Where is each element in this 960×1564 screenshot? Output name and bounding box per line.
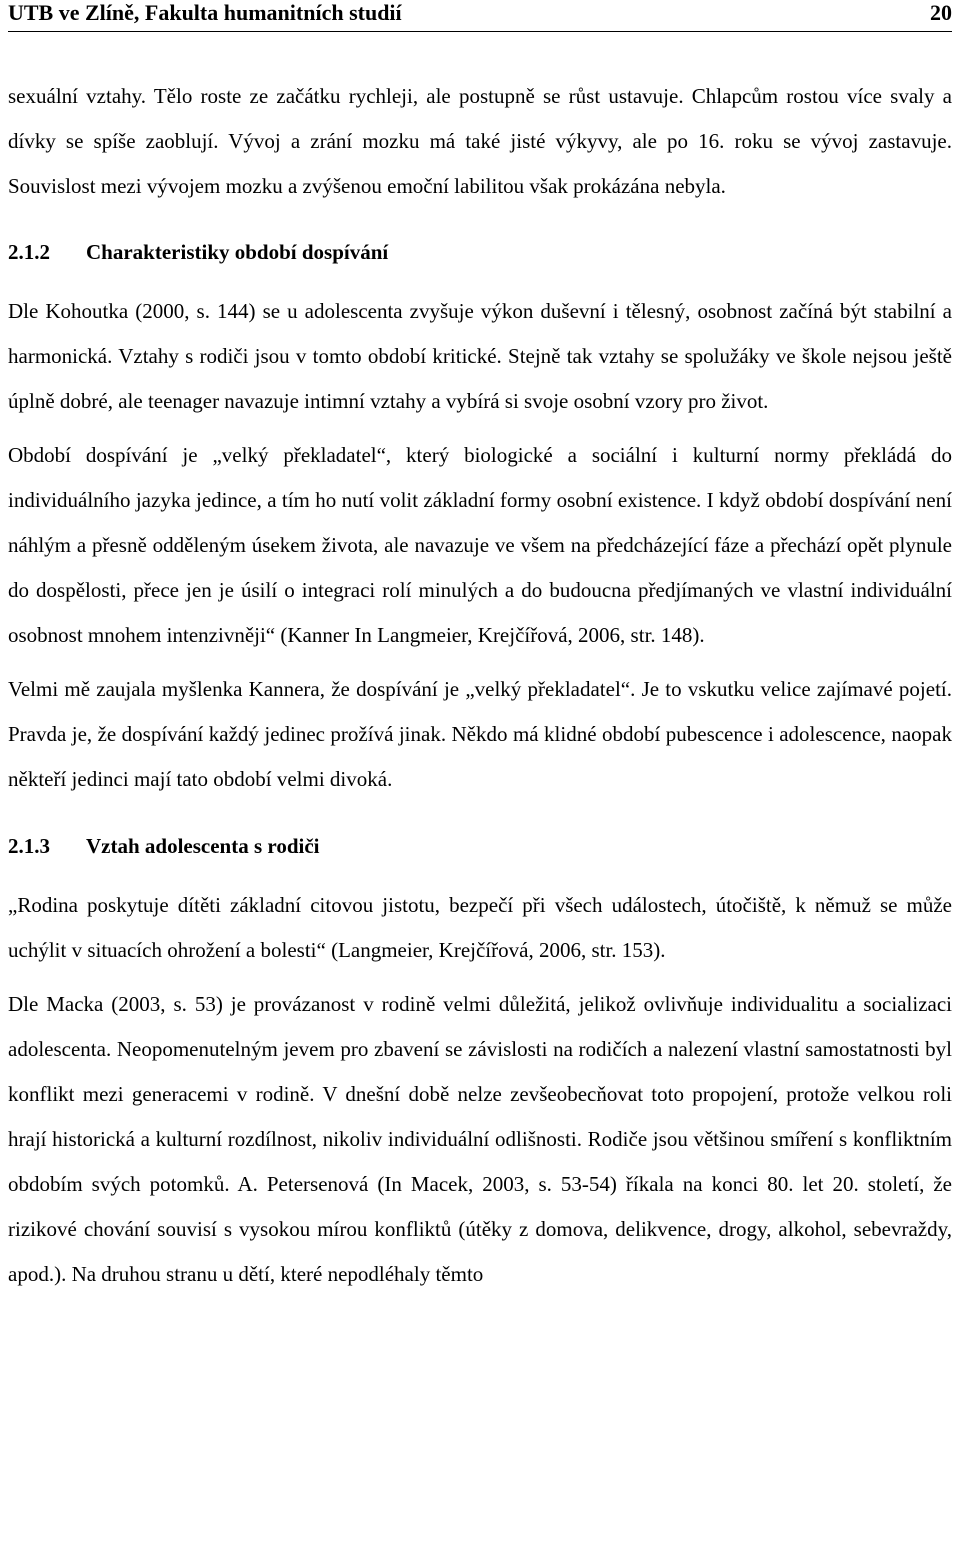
page-header: [8, 0, 952, 32]
paragraph-4: Velmi mě zaujala myšlenka Kannera, že dospívání je „velký překladatel“. Je to vskutku velice zajímavé pojetí. Pravda je, že dospívání každý jedinec prožívá jinak. Někdo má klidné období pubescence i adolescence, naopak někteří jedinci mají tato období velmi divoká.: [8, 677, 952, 791]
page-content: [8, 74, 952, 1297]
section-number: 2.1.2: [8, 240, 50, 264]
paragraph-1: sexuální vztahy. Tělo roste ze začátku rychleji, ale postupně se růst ustavuje. Chlapcům rostou více svaly a dívky se spíše zaoblují. Vývoj a zrání mozku má také jisté výkyvy, ale po 16. roku se vývoj zastavuje. Souvislost mezi vývojem mozku a zvýšenou emoční labilitou však prokázána nebyla.: [8, 84, 952, 198]
section-title: Vztah adolescenta s rodiči: [86, 834, 320, 858]
section-title: Charakteristiky období dospívání: [86, 240, 389, 264]
paragraph-2: Dle Kohoutka (2000, s. 144) se u adolescenta zvyšuje výkon duševní i tělesný, osobnost začíná být stabilní a harmonická. Vztahy s rodiči jsou v tomto období kritické. Stejně tak vztahy se spolužáky ve škole nejsou ještě úplně dobré, ale teenager navazuje intimní vztahy a vybírá si svoje osobní vzory pro život.: [8, 299, 952, 413]
paragraph-3: Období dospívání je „velký překladatel“, který biologické a sociální i kulturní normy překládá do individuálního jazyka jedince, a tím ho nutí volit základní formy osobní existence. I když období dospívání není náhlým a přesně odděleným úsekem života, ale navazuje ve všem na předcházející fáze a přechází opět plynule do dospělosti, přece jen je úsilí o integraci rolí minulých a do budoucna předjímaných ve vlastní individuální osobnost mnohem intenzivněji“ (Kanner In Langmeier, Krejčířová, 2006, str. 148).: [8, 443, 952, 647]
paragraph-6: Dle Macka (2003, s. 53) je provázanost v rodině velmi důležitá, jelikož ovlivňuje individualitu a socializaci adolescenta. Neopomenutelným jevem pro zbavení se závislosti na rodičích a nalezení vlastní samostatnosti byl konflikt mezi generacemi v rodině. V dnešní době nelze zevšeobecňovat toto propojení, protože velkou roli hrají historická a kulturní rozdílnost, nikoliv individuální odlišnosti. Rodiče jsou většinou smíření s konfliktním obdobím svých potomků. A. Petersenová (In Macek, 2003, s. 53-54) říkala na konci 80. let 20. století, že rizikové chování souvisí s vysokou mírou konfliktů (útěky z domova, delikvence, drogy, alkohol, sebevraždy, apod.). Na druhou stranu u dětí, které nepodléhaly těmto: [8, 992, 952, 1286]
section-heading-2-1-2: [8, 240, 952, 264]
header-title: UTB ve Zlíně, Fakulta humanitních studií: [8, 0, 402, 25]
page-number: 20: [930, 0, 952, 25]
section-heading-2-1-3: [8, 834, 952, 858]
section-number: 2.1.3: [8, 834, 50, 858]
paragraph-5: „Rodina poskytuje dítěti základní citovou jistotu, bezpečí při všech událostech, útočiště, k němuž se může uchýlit v situacích ohrožení a bolesti“ (Langmeier, Krejčířová, 2006, str. 153).: [8, 893, 952, 962]
